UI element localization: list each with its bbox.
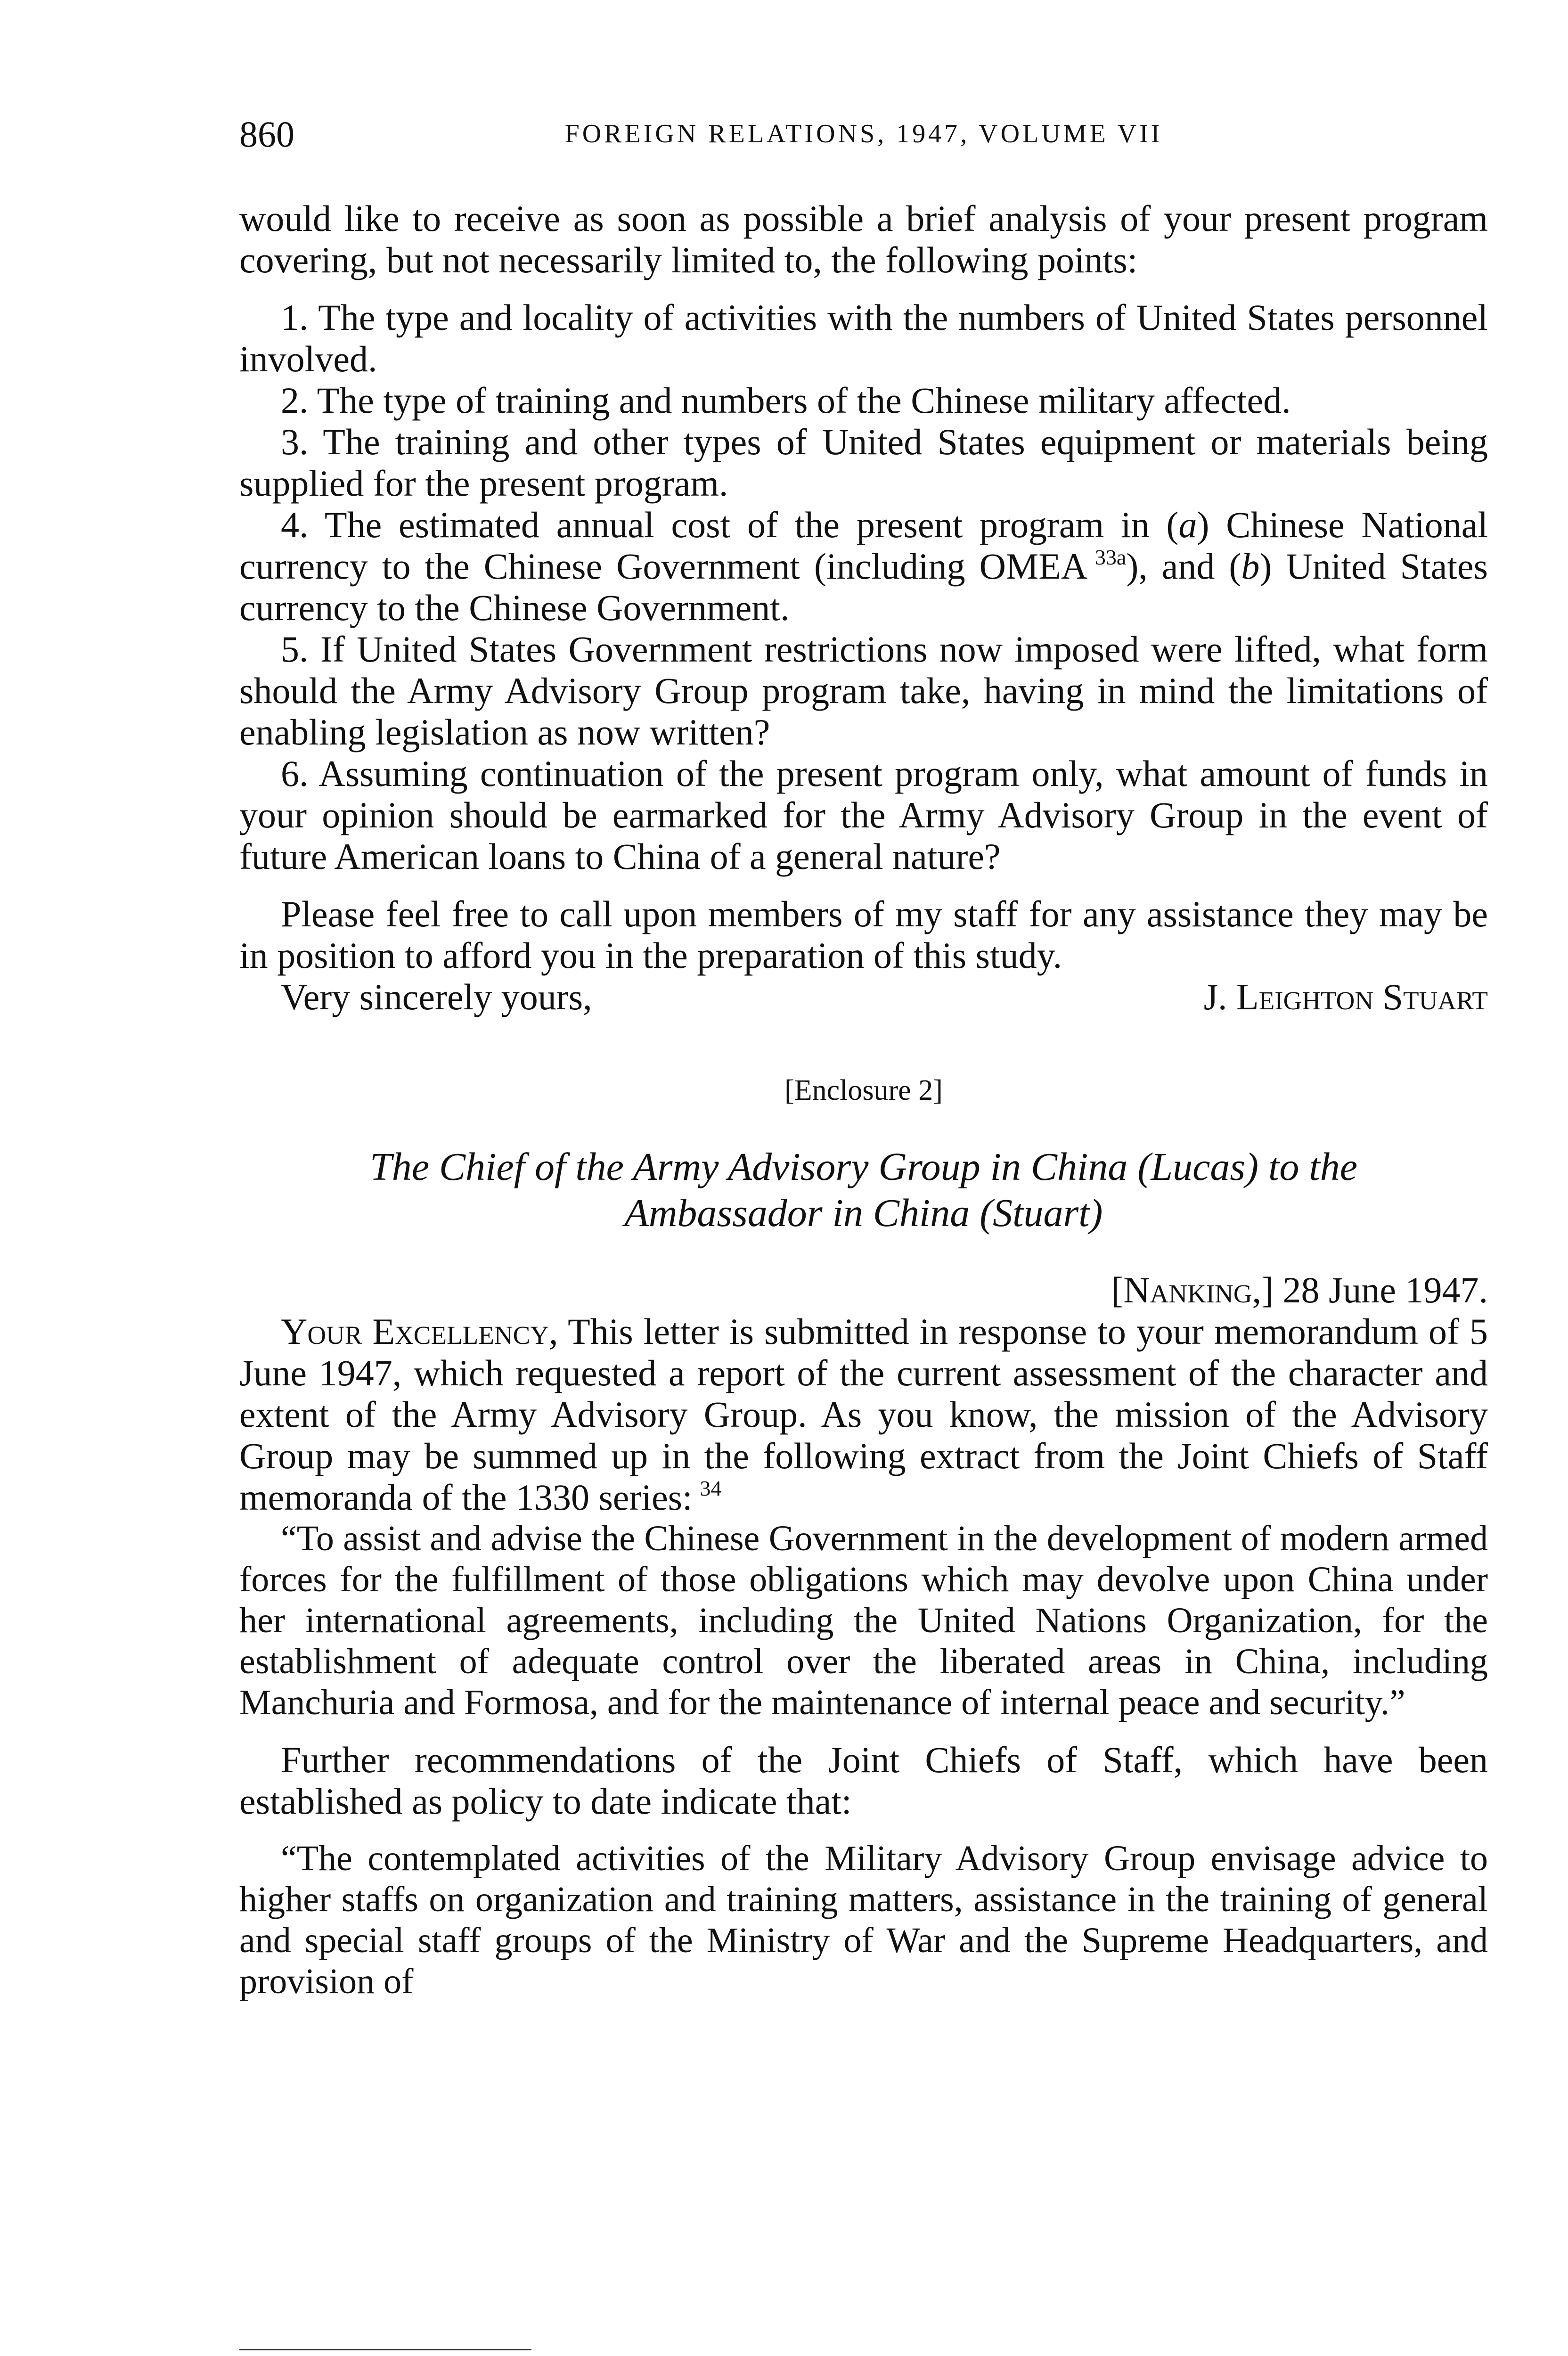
title-line-1	[239, 1144, 1488, 1190]
footnote-rule	[239, 2349, 531, 2350]
point-4	[239, 504, 1488, 629]
title-text-2: ) to the	[1245, 1145, 1357, 1189]
letter-paragraph-1-text: This letter is submitted in response to your memorandum of 5 June 1947, which requested a report of the current assessment of the character and extent of the Army Advisory Group. As you know, the mission of the Advisory Group may be summed up in the following extract from the Joint Chiefs of Staff memoranda of the 1330 series:	[239, 1311, 1488, 1518]
closing-paragraph: Please feel free to call upon members of my staff for any assistance they may be in position to afford you in the preparation of this study.	[239, 893, 1488, 976]
point-6: 6. Assuming continuation of the present program only, what amount of funds in your opinion should be earmarked for the Army Advisory Group in the event of future American loans to China of a general nature?	[239, 753, 1488, 877]
point-2: 2. The type of training and numbers of the Chinese military affected.	[281, 380, 1291, 421]
dateline-date: ] 28 June 1947.	[1261, 1269, 1488, 1310]
letter-paragraph-1	[239, 1311, 1488, 1518]
title-name-lucas: Lucas	[1151, 1145, 1246, 1189]
title-name-stuart: Stuart	[993, 1191, 1090, 1235]
title-text-3: Ambassador in China (	[624, 1191, 993, 1235]
dateline-place: Nanking,	[1123, 1269, 1262, 1310]
running-head: FOREIGN RELATIONS, 1947, VOLUME VII	[564, 119, 1163, 148]
point-1: 1. The type and locality of activities with the numbers of United States personnel involved.	[239, 297, 1488, 379]
title-text-4: )	[1089, 1191, 1103, 1235]
document-body	[239, 198, 1488, 2002]
document-title	[239, 1144, 1488, 1236]
valediction: Very sincerely yours,	[281, 976, 592, 1017]
title-text-1: The Chief of the Army Advisory Group in China (	[370, 1145, 1151, 1189]
point-4-text-3: ), and (	[1126, 546, 1241, 587]
point-4-text-4: ) United States currency to the Chinese Government.	[239, 546, 1488, 628]
point-4-text-1: 4. The estimated annual cost of the present program in (	[281, 504, 1179, 545]
point-4-text-2: ) Chinese National currency to the Chinese Government (including OMEA	[239, 504, 1488, 587]
page-number: 860	[239, 114, 294, 155]
signoff	[239, 976, 1488, 1018]
quote-1: “To assist and advise the Chinese Government in the development of modern armed forces for the fulfillment of those obligations which may devolve upon China under her international agreements, including the United Nations Organization, for the establishment of adequate control over the liberated areas in China, including Manchuria and Formosa, and for the maintenance of internal peace and security.”	[239, 1519, 1488, 1722]
letter-paragraph-2: Further recommendations of the Joint Chiefs of Staff, which have been established as policy to date indicate that:	[239, 1739, 1488, 1822]
point-4-b: b	[1241, 546, 1260, 587]
point-4-a: a	[1178, 504, 1197, 545]
dateline	[239, 1269, 1488, 1311]
enclosure-label: [Enclosure 2]	[784, 1074, 943, 1106]
title-line-2	[239, 1190, 1488, 1236]
opening-paragraph: would like to receive as soon as possible a brief analysis of your present program covering, but not necessarily limited to, the following points:	[239, 198, 1488, 280]
point-5: 5. If United States Government restrictions now imposed were lifted, what form should the Army Advisory Group program take, having in mind the limitations of enabling legislation as now written?	[239, 629, 1488, 753]
quote-2: “The contemplated activities of the Military Advisory Group envisage advice to higher staffs on organization and training matters, assistance in the training of general and special staff groups of the Ministry of War and the Supreme Headquarters, and provision of	[239, 1839, 1488, 2001]
footnote-ref-33a: 33a	[1094, 545, 1127, 569]
point-3: 3. The training and other types of United States equipment or materials being supplied for the present program.	[239, 421, 1488, 504]
salutation: Your Excellency,	[281, 1311, 558, 1352]
page-header	[239, 113, 1488, 165]
dateline-open: [	[1111, 1269, 1124, 1310]
footnote-ref-34: 34	[700, 1476, 722, 1500]
signature: J. Leighton Stuart	[1203, 976, 1488, 1017]
